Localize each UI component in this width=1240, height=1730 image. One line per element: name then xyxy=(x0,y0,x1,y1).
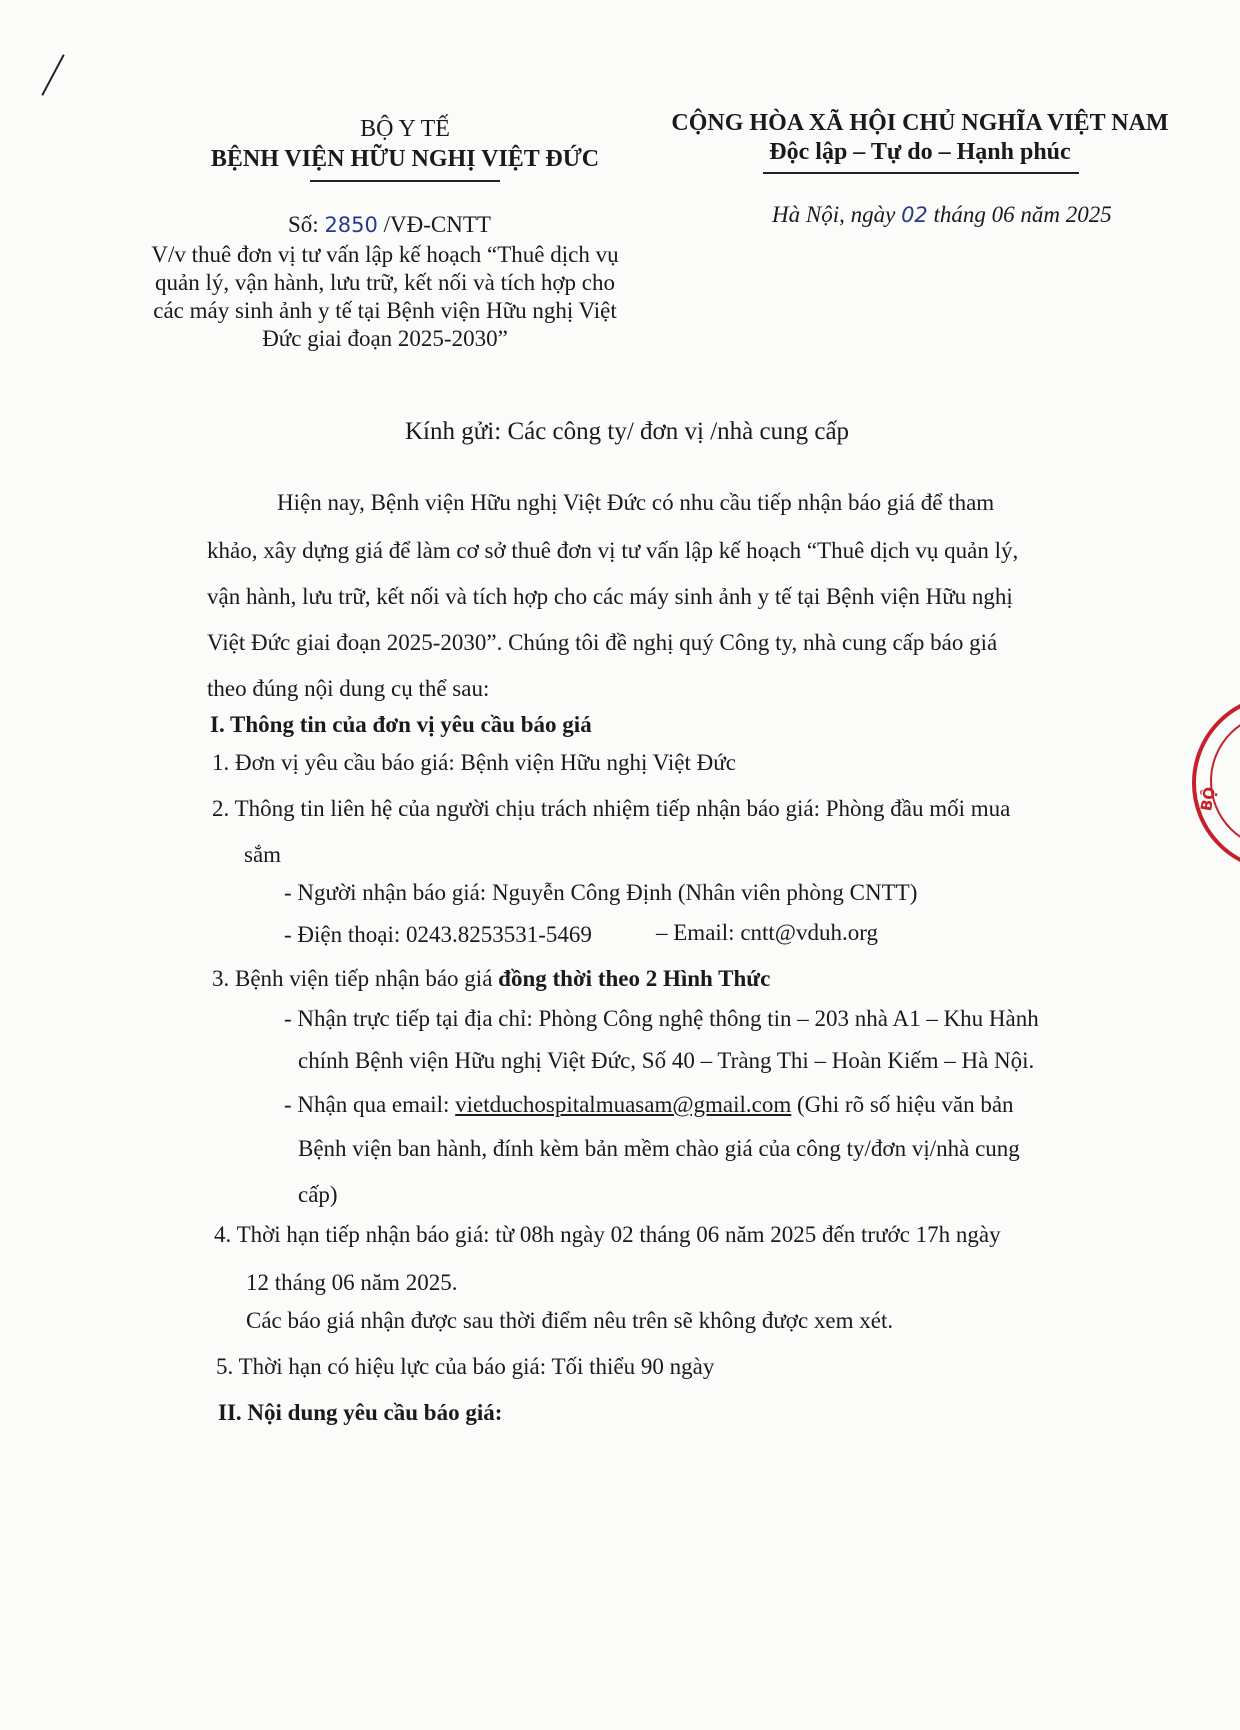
receiver-line: - Người nhận báo giá: Nguyễn Công Định (Nhân viên phòng CNTT) xyxy=(284,880,918,905)
number-prefix: Số: xyxy=(288,212,319,237)
section-1-item-5: 5. Thời hạn có hiệu lực của báo giá: Tối thiểu 90 ngày xyxy=(216,1354,715,1379)
section-1-item-3 xyxy=(212,966,770,992)
intro-line-5: theo đúng nội dung cụ thể sau: xyxy=(207,676,490,701)
subject-line-2: quản lý, vận hành, lưu trữ, kết nối và tích hợp cho xyxy=(155,270,615,295)
ministry-name: BỘ Y TẾ xyxy=(360,116,450,142)
motto-underline xyxy=(763,172,1079,174)
date-suffix: tháng 06 năm 2025 xyxy=(933,202,1112,227)
section-2-title: II. Nội dung yêu cầu báo giá: xyxy=(218,1400,503,1425)
date-prefix: Hà Nội, ngày xyxy=(772,202,896,227)
hospital-underline xyxy=(310,180,500,182)
email-receive-suffix: (Ghi rõ số hiệu văn bản xyxy=(791,1092,1014,1117)
email-receive-line-2: Bệnh viện ban hành, đính kèm bản mềm chào giá của công ty/đơn vị/nhà cung xyxy=(298,1136,1020,1161)
intro-line-4: Việt Đức giai đoạn 2025-2030”. Chúng tôi đề nghị quý Công ty, nhà cung cấp báo giá xyxy=(207,630,998,655)
hospital-name: BỆNH VIỆN HỮU NGHỊ VIỆT ĐỨC xyxy=(210,146,600,172)
section-1-item-2-line-1: 2. Thông tin liên hệ của người chịu trách nhiệm tiếp nhận báo giá: Phòng đầu mối mua xyxy=(212,796,1011,821)
recipient: Kính gửi: Các công ty/ đơn vị /nhà cung cấp xyxy=(405,418,850,445)
section-1-item-4-note: Các báo giá nhận được sau thời điểm nêu trên sẽ không được xem xét. xyxy=(246,1308,894,1333)
motto: Độc lập – Tự do – Hạnh phúc xyxy=(769,139,1071,165)
section-1-item-4-line-1: 4. Thời hạn tiếp nhận báo giá: từ 08h ngày 02 tháng 06 năm 2025 đến trước 17h ngày xyxy=(214,1222,1001,1247)
number-suffix: /VĐ-CNTT xyxy=(383,212,491,237)
phone-line: - Điện thoại: 0243.8253531-5469 xyxy=(284,922,592,947)
date-handwritten: 02 xyxy=(901,203,928,227)
red-seal-inner-ring xyxy=(1210,712,1240,850)
country-name: CỘNG HÒA XÃ HỘI CHỦ NGHĨA VIỆT NAM xyxy=(671,110,1169,136)
intro-line-3: vận hành, lưu trữ, kết nối và tích hợp cho các máy sinh ảnh y tế tại Bệnh viện Hữu nghị xyxy=(207,584,1013,609)
email-contact: – Email: cntt@vduh.org xyxy=(656,920,878,945)
subject-line-4: Đức giai đoạn 2025-2030” xyxy=(262,326,508,351)
direct-receive-line-2: chính Bệnh viện Hữu nghị Việt Đức, Số 40 – Tràng Thi – Hoàn Kiếm – Hà Nội. xyxy=(298,1048,1035,1073)
document-number xyxy=(288,212,491,238)
email-receive-link[interactable]: vietduchospitalmuasam@gmail.com xyxy=(455,1092,792,1117)
email-receive-line-3: cấp) xyxy=(298,1182,338,1207)
item-3-bold: đồng thời theo 2 Hình Thức xyxy=(498,966,771,991)
intro-line-2: khảo, xây dựng giá để làm cơ sở thuê đơn vị tư vấn lập kế hoạch “Thuê dịch vụ quản lý, xyxy=(207,538,1019,563)
subject-line-3: các máy sinh ảnh y tế tại Bệnh viện Hữu nghị Việt xyxy=(153,298,617,323)
section-1-item-2-line-2: sắm xyxy=(244,842,282,867)
issue-date xyxy=(772,202,1112,228)
section-1-item-4-line-2: 12 tháng 06 năm 2025. xyxy=(246,1270,458,1295)
red-seal xyxy=(1192,694,1240,872)
intro-line-1: Hiện nay, Bệnh viện Hữu nghị Việt Đức có nhu cầu tiếp nhận báo giá để tham xyxy=(277,490,995,515)
email-receive-line-1 xyxy=(284,1092,1014,1118)
item-3-prefix: 3. Bệnh viện tiếp nhận báo giá xyxy=(212,966,499,991)
subject-line-1: V/v thuê đơn vị tư vấn lập kế hoạch “Thuê dịch vụ xyxy=(151,242,619,267)
email-receive-prefix: - Nhận qua email: xyxy=(284,1092,456,1117)
section-1-title: I. Thông tin của đơn vị yêu cầu báo giá xyxy=(210,712,592,737)
red-seal-text: BỘ xyxy=(1197,785,1220,813)
number-handwritten: 2850 xyxy=(324,213,378,237)
direct-receive-line-1: - Nhận trực tiếp tại địa chỉ: Phòng Công nghệ thông tin – 203 nhà A1 – Khu Hành xyxy=(284,1006,1039,1031)
handwritten-mark xyxy=(41,54,64,96)
section-1-item-1: 1. Đơn vị yêu cầu báo giá: Bệnh viện Hữu nghị Việt Đức xyxy=(212,750,736,775)
